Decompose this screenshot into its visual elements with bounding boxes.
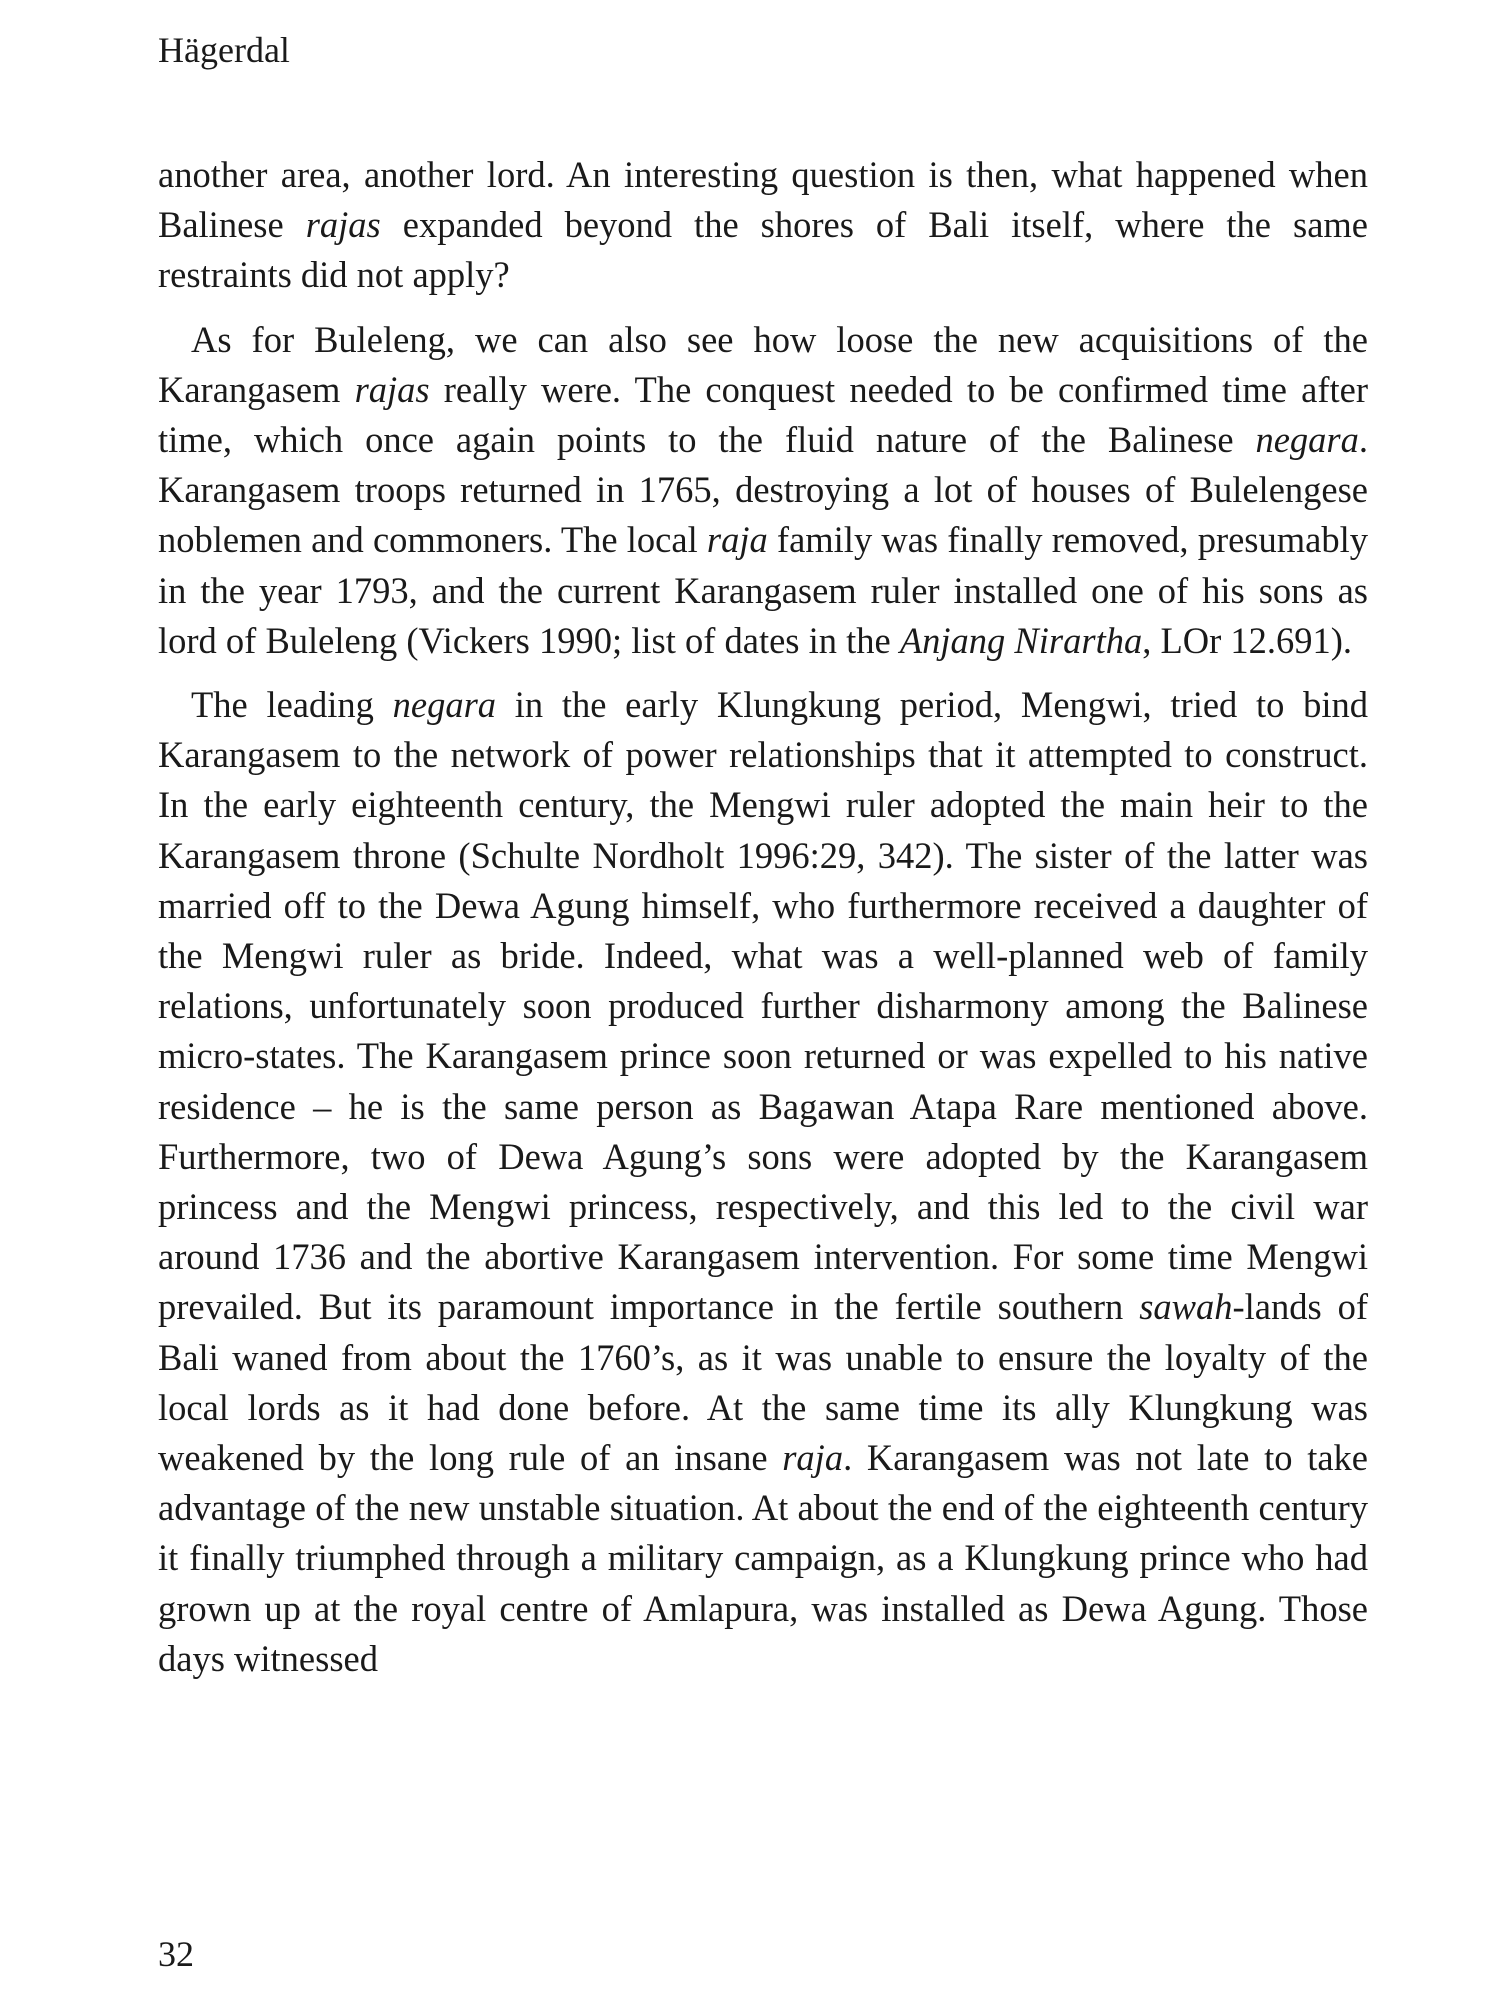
paragraph (158, 680, 1368, 1684)
italic-term: Anjang Nirartha (899, 619, 1143, 661)
italic-term: rajas (354, 368, 430, 410)
text-run: -lands of Bali waned from about the 1760’s, as it was unable to ensure the loyalty of the local lords as it had done before. At the same time its ally Klungkung was weakened by the long rule of an insane (158, 1286, 1369, 1479)
text-run: in the early Klungkung period, Mengwi, tried to bind Karangasem to the network of power relationships that it attempted to construct. In the early eighteenth century, the Mengwi ruler adopted the main heir to the Karangasem throne (Schulte Nordholt 1996:29, 342). The sister of the latter was married off to the Dewa Agung himself, who furthermore received a daughter of the Mengwi ruler as bride. Indeed, what was a well-planned web of family relations, unfortunately soon produced further disharmony among the Balinese micro-states. The Karangasem prince soon returned or was expelled to his native residence – he is the same person as Bagawan Atapa Rare mentioned above. Furthermore, two of Dewa Agung’s sons were adopted by the Karangasem princess and the Mengwi princess, respectively, and this led to the civil war around 1736 and the abortive Karangasem intervention. For some time Mengwi prevailed. But its paramount importance in the fertile southern (158, 684, 1368, 1328)
paragraph (158, 315, 1368, 666)
text-run: As for Buleleng, we can also see how loose the new acquisitions of the Karangasem (158, 318, 1368, 410)
page-number: 32 (158, 1934, 194, 1974)
italic-term: sawah (1139, 1286, 1233, 1328)
italic-term: negara (1255, 419, 1359, 461)
italic-term: negara (392, 684, 497, 726)
body-text (158, 150, 1368, 1698)
text-run: family was finally removed, presumably in the year 1793, and the current Karangasem ruler installed one of his sons as lord of Buleleng (Vickers 1990; list of dates in the (158, 519, 1368, 661)
text-run: The leading (191, 684, 393, 726)
text-run: expanded beyond the shores of Bali itself, where the same restraints did not apply? (158, 204, 1368, 296)
running-head: Hägerdal (158, 30, 290, 70)
text-run: another area, another lord. An interesting question is then, what happened when Balinese (158, 154, 1368, 246)
paragraph (158, 150, 1368, 301)
italic-term: rajas (305, 204, 381, 246)
text-run: really were. The conquest needed to be confirmed time after time, which once again points to the fluid nature of the Balinese (158, 368, 1368, 461)
text-run: , LOr 12.691). (1142, 619, 1353, 661)
italic-term: raja (706, 519, 768, 561)
text-run: . Karangasem was not late to take advantage of the new unstable situation. At about the end of the eighteenth century it finally triumphed through a military campaign, as a Klungkung prince who had grown up at the royal centre of Amlapura, was installed as Dewa Agung. Those days witnessed (158, 1437, 1368, 1679)
italic-term: raja (782, 1437, 844, 1479)
text-run: . Karangasem troops returned in 1765, destroying a lot of houses of Bulelengese noblemen and commoners. The local (158, 419, 1368, 561)
